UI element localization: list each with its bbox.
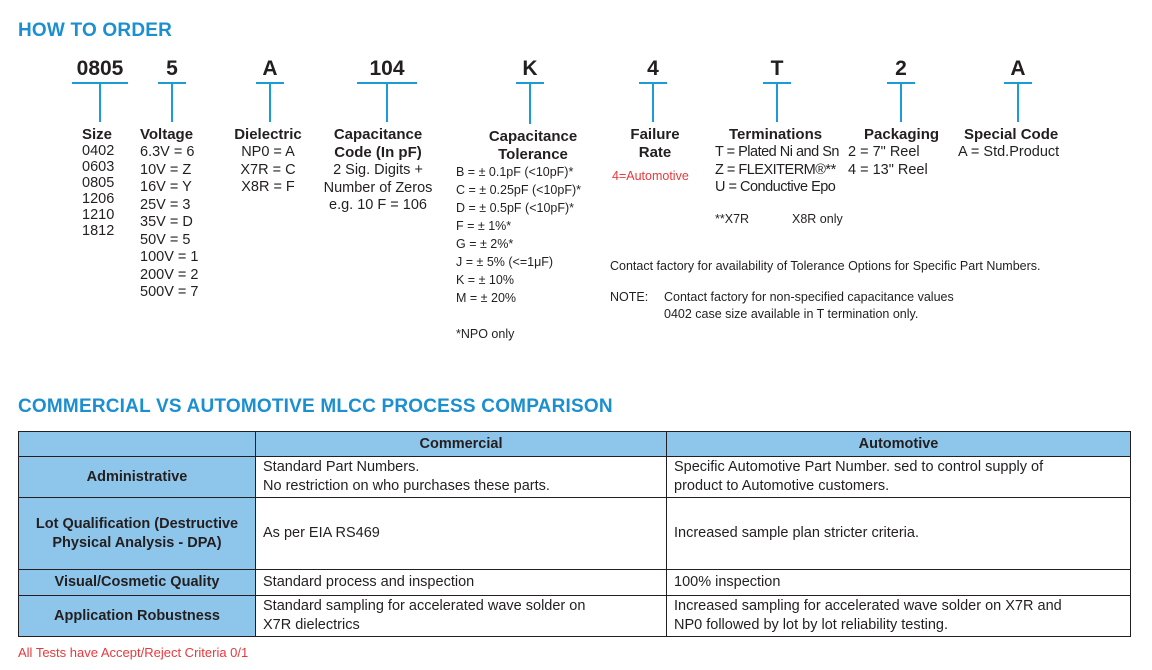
automotive-cell	[667, 457, 1131, 498]
cell-line: No restriction on who purchases these parts.	[263, 478, 550, 494]
bracket-voltage	[158, 82, 186, 122]
tolerance-item: K = ± 10%	[456, 273, 514, 287]
row-label: Administrative	[19, 457, 256, 498]
failure-rate-head: Rate	[638, 144, 672, 161]
bracket-packaging	[887, 82, 915, 122]
size-item: 0402	[82, 143, 115, 159]
size-item: 1206	[82, 191, 115, 207]
dielectric-item: X8R = F	[241, 179, 295, 195]
code-packaging: 2	[895, 57, 907, 80]
tolerance-head-block	[478, 128, 588, 164]
comparison-title: COMMERCIAL VS AUTOMOTIVE MLCC PROCESS COMPARISON	[18, 396, 613, 417]
size-column	[82, 126, 114, 239]
cell-line: NP0 followed by lot by lot reliability testing.	[674, 617, 949, 633]
tolerance-head: Capacitance	[488, 128, 578, 145]
failure-rate-head: Failure	[630, 126, 680, 143]
dielectric-column	[228, 126, 308, 197]
table-header-commercial: Commercial	[256, 432, 667, 457]
size-head: Size	[82, 126, 113, 143]
special-code-head: Special Code	[964, 126, 1059, 143]
cell-line: Standard sampling for accelerated wave solder on	[263, 598, 586, 614]
note-label: NOTE:	[610, 290, 649, 304]
voltage-item: 100V = 1	[140, 249, 199, 265]
tolerance-footnote: *NPO only	[456, 327, 515, 341]
size-item: 0805	[82, 175, 115, 191]
special-code-column	[958, 126, 1059, 162]
capacitance-code-head: Code (In pF)	[334, 144, 422, 161]
cell-line: Increased sampling for accelerated wave solder on X7R and	[674, 598, 1062, 614]
row-label	[19, 498, 256, 570]
row-label-line: Physical Analysis - DPA)	[52, 534, 222, 551]
automotive-cell	[667, 498, 1131, 570]
note-line: Contact factory for non-specified capacitance values	[664, 290, 954, 304]
table-row	[19, 457, 1131, 498]
table-header-blank	[19, 432, 256, 457]
voltage-item: 6.3V = 6	[140, 144, 195, 160]
capacitance-code-item: e.g. 10 F = 106	[329, 197, 427, 213]
tolerance-item: F = ± 1%*	[456, 219, 512, 233]
terminations-item: T = Plated Ni and Sn	[715, 144, 839, 160]
packaging-item: 2 = 7" Reel	[848, 144, 920, 160]
code-voltage: 5	[166, 57, 178, 80]
tolerance-item: J = ± 5% (<=1μF)	[456, 255, 554, 269]
terminations-note-x8r: X8R only	[792, 212, 843, 226]
voltage-item: 500V = 7	[140, 284, 199, 300]
packaging-head: Packaging	[864, 126, 940, 143]
special-code-item: A = Std.Product	[958, 144, 1060, 160]
code-capacitance: 104	[369, 57, 405, 80]
cell-line: Specific Automotive Part Number. sed to control supply of	[674, 459, 1044, 475]
voltage-column	[140, 126, 198, 302]
code-size: 0805	[76, 57, 124, 80]
contact-note: Contact factory for availability of Tolerance Options for Specific Part Numbers.	[610, 259, 1041, 273]
row-label: Visual/Cosmetic Quality	[19, 570, 256, 596]
commercial-cell	[256, 570, 667, 596]
bracket-terminations	[763, 82, 791, 122]
cell-line: 100% inspection	[674, 574, 781, 590]
size-item: 1812	[82, 223, 115, 239]
tolerance-head: Tolerance	[498, 146, 568, 163]
cell-line: As per EIA RS469	[263, 525, 380, 541]
row-label-line: Lot Qualification (Destructive	[35, 515, 239, 532]
tolerance-item: D = ± 0.5pF (<10pF)*	[456, 201, 575, 215]
failure-rate-value: 4=Automotive	[612, 169, 689, 183]
code-failure-rate: 4	[647, 57, 659, 80]
tolerance-item: G = ± 2%*	[456, 237, 514, 251]
bracket-dielectric	[256, 82, 284, 122]
table-row	[19, 498, 1131, 570]
terminations-item: Z = FLEXITERM®**	[715, 161, 836, 178]
tolerance-item: C = ± 0.25pF (<10pF)*	[456, 183, 581, 197]
comparison-table	[18, 431, 1131, 637]
dielectric-item: NP0 = A	[241, 144, 295, 160]
size-item: 0603	[82, 159, 115, 175]
packaging-column	[848, 126, 939, 179]
terminations-column	[715, 126, 839, 197]
voltage-item: 50V = 5	[140, 231, 191, 248]
voltage-item: 200V = 2	[140, 266, 199, 283]
bracket-size	[72, 82, 128, 122]
capacitance-code-column	[314, 126, 442, 215]
automotive-cell	[667, 570, 1131, 596]
cell-line: X7R dielectrics	[263, 617, 360, 633]
cell-line: Standard process and inspection	[263, 574, 475, 590]
cell-line: Standard Part Numbers.	[263, 459, 420, 475]
terminations-head: Terminations	[729, 126, 823, 143]
bracket-special	[1004, 82, 1032, 122]
tolerance-item: B = ± 0.1pF (<10pF)*	[456, 165, 574, 179]
code-terminations: T	[770, 57, 784, 80]
how-to-order-title: HOW TO ORDER	[18, 20, 173, 41]
size-item: 1210	[82, 207, 115, 223]
capacitance-code-item: 2 Sig. Digits +	[333, 162, 423, 178]
voltage-item: 16V = Y	[140, 179, 192, 195]
packaging-item: 4 = 13" Reel	[848, 161, 928, 178]
capacitance-code-head: Capacitance	[333, 126, 423, 143]
automotive-cell	[667, 596, 1131, 637]
bracket-capacitance	[357, 82, 417, 122]
table-row	[19, 570, 1131, 596]
table-header-row	[19, 432, 1131, 457]
capacitance-code-item: Number of Zeros	[323, 179, 433, 196]
tolerance-column	[456, 163, 581, 343]
commercial-cell	[256, 457, 667, 498]
voltage-item: 10V = Z	[140, 161, 192, 178]
commercial-cell	[256, 498, 667, 570]
table-row	[19, 596, 1131, 637]
bracket-tolerance	[516, 82, 544, 124]
tolerance-item: M = ± 20%	[456, 291, 517, 305]
bracket-failure-rate	[639, 82, 667, 122]
table-header-automotive: Automotive	[667, 432, 1131, 457]
row-label: Application Robustness	[19, 596, 256, 637]
terminations-note-x7r: **X7R	[715, 212, 750, 226]
code-special: A	[1010, 57, 1026, 80]
commercial-cell	[256, 596, 667, 637]
cell-line: product to Automotive customers.	[674, 478, 890, 494]
failure-rate-column	[615, 126, 695, 162]
code-dielectric: A	[262, 57, 278, 80]
voltage-item: 25V = 3	[140, 196, 191, 213]
code-tolerance: K	[522, 57, 538, 80]
dielectric-item: X7R = C	[240, 161, 296, 178]
note-line: 0402 case size available in T termination only.	[664, 307, 919, 321]
voltage-item: 35V = D	[140, 214, 193, 230]
cell-line: Increased sample plan stricter criteria.	[674, 525, 919, 541]
voltage-head: Voltage	[140, 126, 194, 143]
terminations-item: U = Conductive Epo	[715, 179, 836, 195]
footer-note: All Tests have Accept/Reject Criteria 0/1	[18, 645, 249, 660]
dielectric-head: Dielectric	[234, 126, 302, 143]
